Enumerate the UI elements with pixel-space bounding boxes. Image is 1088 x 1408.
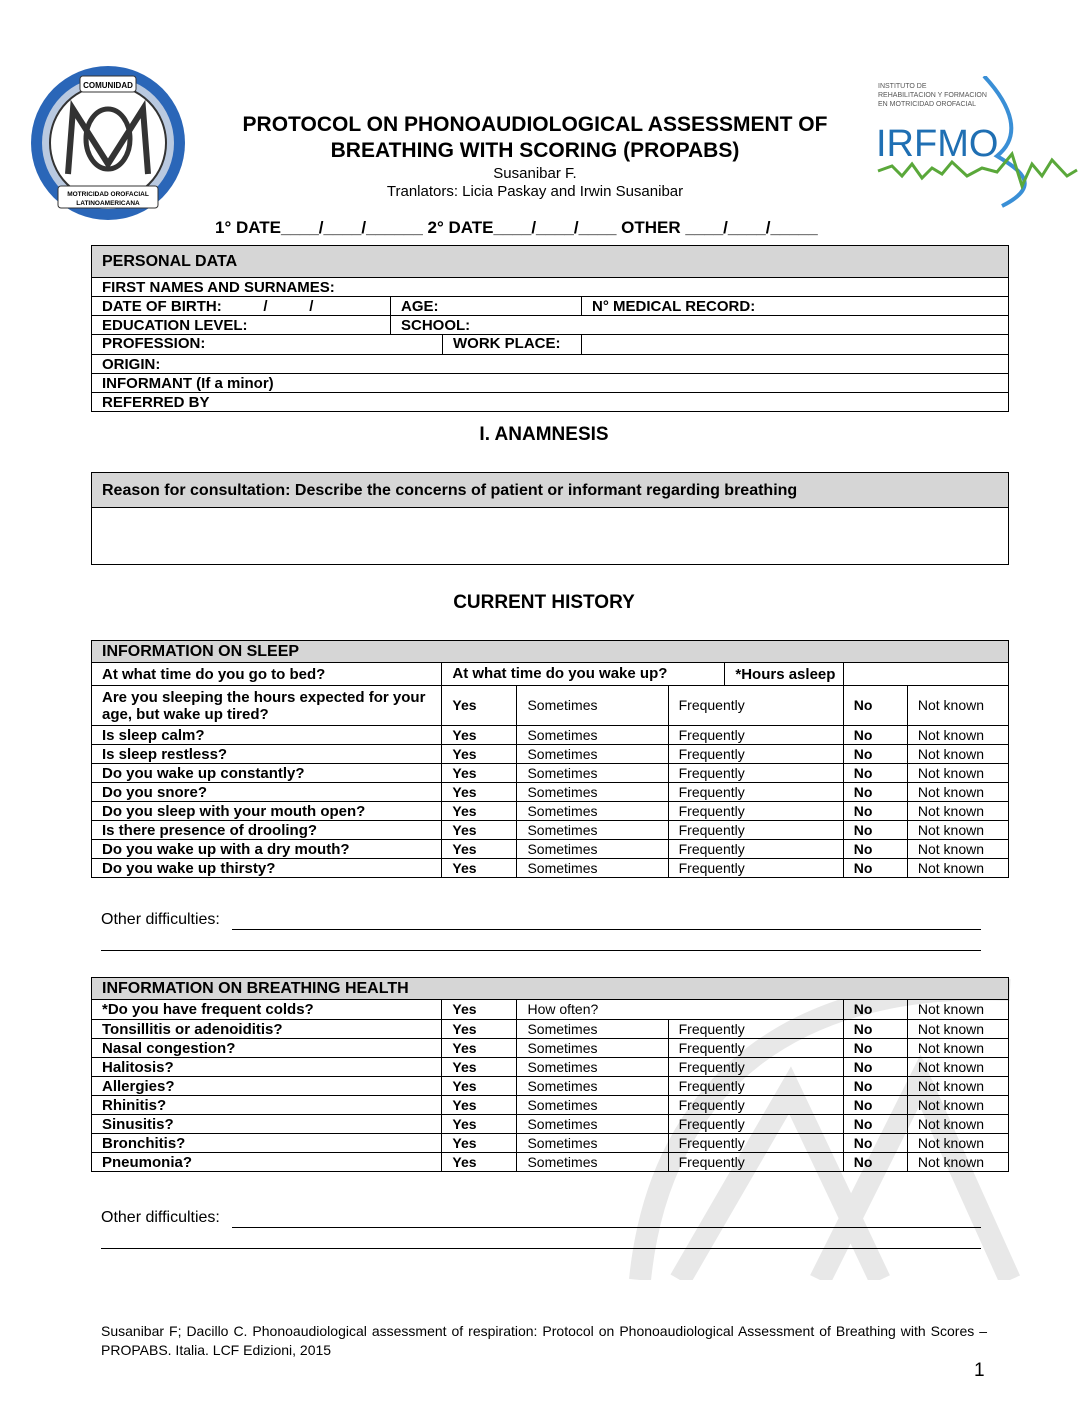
question-row [92,745,1009,764]
sometimes-option[interactable]: Sometimes [517,1115,668,1134]
frequently-option[interactable]: Frequently [668,1096,843,1115]
no-option[interactable]: No [843,1096,907,1115]
question-label: Allergies? [92,1077,442,1096]
question-label: Is sleep restless? [92,745,442,764]
yes-option[interactable]: Yes [442,745,517,764]
referred-field[interactable]: REFERRED BY [92,393,1009,412]
sometimes-option[interactable]: Sometimes [517,1153,668,1172]
no-option[interactable]: No [843,821,907,840]
no-option[interactable]: No [843,1134,907,1153]
question-row [92,764,1009,783]
question-label: Nasal congestion? [92,1039,442,1058]
frequently-option[interactable]: Frequently [668,840,843,859]
sleep-header: INFORMATION ON SLEEP [92,641,1009,663]
reason-label: Reason for consultation: Describe the concerns of patient or informant regarding breathing [92,473,1009,508]
school-field[interactable]: SCHOOL: [391,316,1009,335]
question-label: Rhinitis? [92,1096,442,1115]
yes-option[interactable]: Yes [442,726,517,745]
no-option[interactable]: No [843,686,907,726]
frequently-option[interactable]: Frequently [668,686,843,726]
personal-data-header: PERSONAL DATA [92,246,1009,278]
question-row [92,821,1009,840]
question-label: Do you wake up thirsty? [92,859,442,878]
question-label: Do you sleep with your mouth open? [92,802,442,821]
frequently-option[interactable]: Frequently [668,745,843,764]
workplace-fill[interactable] [582,335,1009,355]
frequently-option[interactable]: Frequently [668,821,843,840]
frequently-option[interactable]: Frequently [668,1039,843,1058]
question-label: Pneumonia? [92,1153,442,1172]
sometimes-option[interactable]: Sometimes [517,821,668,840]
question-row [92,1115,1009,1134]
yes-option[interactable]: Yes [442,840,517,859]
not-known-option[interactable]: Not known [907,821,1008,840]
not-known-option[interactable]: Not known [907,764,1008,783]
no-option[interactable]: No [843,859,907,878]
no-option[interactable]: No [843,1153,907,1172]
frequently-option[interactable]: Frequently [668,1020,843,1039]
age-field[interactable]: AGE: [391,297,582,316]
anamnesis-title: I. ANAMNESIS [479,424,609,445]
profession-row [92,335,582,355]
question-row [92,802,1009,821]
question-row [92,1020,1009,1039]
sometimes-option[interactable]: Sometimes [517,726,668,745]
sometimes-option[interactable]: Sometimes [517,1039,668,1058]
irfmo-small-3: EN MOTRICIDAD OROFACIAL [878,101,977,108]
not-known-option[interactable]: Not known [907,802,1008,821]
frequently-option[interactable]: Frequently [668,1077,843,1096]
page-number: 1 [974,1360,985,1381]
assessment-dates[interactable]: 1° DATE____/____/______ 2° DATE____/____/____ OTHER ____/____/_____ [215,218,818,237]
personal-data-table [91,245,1009,412]
question-row [92,1039,1009,1058]
no-option[interactable]: No [843,745,907,764]
title-line-2: BREATHING WITH SCORING (PROPABS) [330,139,740,162]
citation: Susanibar F; Dacillo C. Phonoaudiological assessment of respiration: Protocol on Phonoaudiological Assessment of Breathing with Scores – PROPABS. Italia. LCF Edizioni, 2015 [101,1323,987,1358]
title-line-1: PROTOCOL ON PHONOAUDIOLOGICAL ASSESSMENT OF [242,113,828,136]
question-row [92,840,1009,859]
no-option[interactable]: No [843,1077,907,1096]
no-option[interactable]: No [843,1039,907,1058]
yes-option[interactable]: Yes [442,686,517,726]
question-row [92,783,1009,802]
no-option[interactable]: No [843,1020,907,1039]
yes-option[interactable]: Yes [442,764,517,783]
irfmo-small-2: REHABILITACION Y FORMACION [878,92,987,99]
question-row [92,726,1009,745]
sometimes-option[interactable]: Sometimes [517,840,668,859]
author: Susanibar F. [493,165,577,182]
frequently-option[interactable]: Frequently [668,726,843,745]
not-known-option[interactable]: Not known [907,686,1008,726]
no-option[interactable]: No [843,764,907,783]
profession-field[interactable]: PROFESSION: [92,335,443,354]
other-difficulties-line-3[interactable] [232,1210,981,1228]
question-label: Halitosis? [92,1058,442,1077]
question-label: Sinusitis? [92,1115,442,1134]
question-row [92,859,1009,878]
question-label: Is there presence of drooling? [92,821,442,840]
sometimes-option[interactable]: Sometimes [517,764,668,783]
other-difficulties-line-4[interactable] [101,1231,981,1249]
dob-field[interactable]: DATE OF BIRTH: / / [92,297,391,316]
not-known-option[interactable]: Not known [907,1134,1008,1153]
question-label: Do you wake up constantly? [92,764,442,783]
question-row [92,1077,1009,1096]
yes-option[interactable]: Yes [442,1039,517,1058]
other-difficulties-line-2[interactable] [101,933,981,951]
no-option[interactable]: No [843,783,907,802]
yes-option[interactable]: Yes [442,1134,517,1153]
education-field[interactable]: EDUCATION LEVEL: [92,316,391,335]
question-row [92,1058,1009,1077]
bedtime-field[interactable]: At what time do you go to bed? [92,663,442,686]
question-row [92,1096,1009,1115]
not-known-option[interactable]: Not known [907,1115,1008,1134]
question-label: Do you wake up with a dry mouth? [92,840,442,859]
not-known-option[interactable]: Not known [907,783,1008,802]
not-known-option[interactable]: Not known [907,840,1008,859]
yes-option[interactable]: Yes [442,1153,517,1172]
yes-option[interactable]: Yes [442,1077,517,1096]
question-label: Is sleep calm? [92,726,442,745]
frequently-option[interactable]: Frequently [668,1153,843,1172]
document-title [200,112,870,164]
no-option[interactable]: No [843,840,907,859]
wake-field[interactable]: At what time do you wake up? [442,663,725,685]
yes-option[interactable]: Yes [442,859,517,878]
sometimes-option[interactable]: Sometimes [517,1096,668,1115]
frequently-option[interactable]: Frequently [668,1058,843,1077]
sometimes-option[interactable]: Sometimes [517,1077,668,1096]
sometimes-option[interactable]: Sometimes [517,783,668,802]
medical-record-field[interactable]: N° MEDICAL RECORD: [582,297,1009,316]
informant-field[interactable]: INFORMANT (If a minor) [92,374,1009,393]
frequently-option[interactable]: Frequently [668,802,843,821]
yes-option[interactable]: Yes [442,1020,517,1039]
other-difficulties-label-1: Other difficulties: [101,911,220,928]
question-label: Do you snore? [92,783,442,802]
logo-bottom-text-2: LATINOAMERICANA [76,200,140,207]
sometimes-option[interactable]: Sometimes [517,859,668,878]
names-field[interactable]: FIRST NAMES AND SURNAMES: [92,278,1009,297]
hours-asleep-fill[interactable] [843,663,1008,686]
no-option[interactable]: No [843,802,907,821]
not-known-option[interactable]: Not known [907,1096,1008,1115]
sometimes-option[interactable]: Sometimes [517,802,668,821]
irfmo-small-1: INSTITUTO DE [878,83,927,90]
question-row [92,1153,1009,1172]
frequently-option[interactable]: Frequently [668,1134,843,1153]
other-difficulties-line-1[interactable] [232,912,981,930]
yes-option[interactable]: Yes [442,821,517,840]
frequently-option[interactable]: Frequently [668,783,843,802]
sometimes-option[interactable]: Sometimes [517,686,668,726]
breathing-health-table [91,977,1009,1172]
frequently-option[interactable]: Frequently [668,764,843,783]
frequently-option[interactable]: Frequently [668,1115,843,1134]
not-known-option[interactable]: Not known [907,745,1008,764]
sometimes-option[interactable]: Sometimes [517,1058,668,1077]
not-known-option[interactable]: Not known [907,1153,1008,1172]
colds-not-known[interactable]: Not known [907,1000,1008,1020]
translators: Tranlators: Licia Paskay and Irwin Susanibar [386,183,684,200]
colds-how-often[interactable]: How often? [517,1000,843,1020]
health-header: INFORMATION ON BREATHING HEALTH [92,978,1009,1000]
not-known-option[interactable]: Not known [907,1020,1008,1039]
sleep-table [91,640,1009,878]
colds-yes[interactable]: Yes [442,1000,517,1020]
hours-asleep-field[interactable]: *Hours asleep [735,665,836,683]
sometimes-option[interactable]: Sometimes [517,1134,668,1153]
question-row [92,1134,1009,1153]
no-option[interactable]: No [843,1115,907,1134]
question-label: Tonsillitis or adenoiditis? [92,1020,442,1039]
not-known-option[interactable]: Not known [907,1058,1008,1077]
reason-input[interactable] [92,508,1009,565]
logo-bottom-text-1: MOTRICIDAD OROFACIAL [67,191,149,198]
irfmo-logo [872,76,1082,211]
question-label: Are you sleeping the hours expected for your age, but wake up tired? [92,686,442,726]
sometimes-option[interactable]: Sometimes [517,745,668,764]
origin-field[interactable]: ORIGIN: [92,355,1009,374]
yes-option[interactable]: Yes [442,1096,517,1115]
irfmo-name: IRFMO [876,123,999,165]
not-known-option[interactable]: Not known [907,1039,1008,1058]
colds-no[interactable]: No [843,1000,907,1020]
yes-option[interactable]: Yes [442,783,517,802]
sometimes-option[interactable]: Sometimes [517,1020,668,1039]
colds-question: *Do you have frequent colds? [92,1000,442,1020]
community-logo [28,64,188,222]
no-option[interactable]: No [843,1058,907,1077]
wake-row [442,663,843,686]
frequently-option[interactable]: Frequently [668,859,843,878]
workplace-field[interactable]: WORK PLACE: [453,335,561,352]
yes-option[interactable]: Yes [442,1058,517,1077]
current-history-title: CURRENT HISTORY [453,592,635,613]
logo-top-text: COMUNIDAD [83,81,133,90]
question-row [92,686,1009,726]
question-label: Bronchitis? [92,1134,442,1153]
other-difficulties-label-2: Other difficulties: [101,1209,220,1226]
not-known-option[interactable]: Not known [907,726,1008,745]
reason-table [91,472,1009,565]
yes-option[interactable]: Yes [442,802,517,821]
subtitle [200,165,870,201]
not-known-option[interactable]: Not known [907,859,1008,878]
yes-option[interactable]: Yes [442,1115,517,1134]
no-option[interactable]: No [843,726,907,745]
not-known-option[interactable]: Not known [907,1077,1008,1096]
